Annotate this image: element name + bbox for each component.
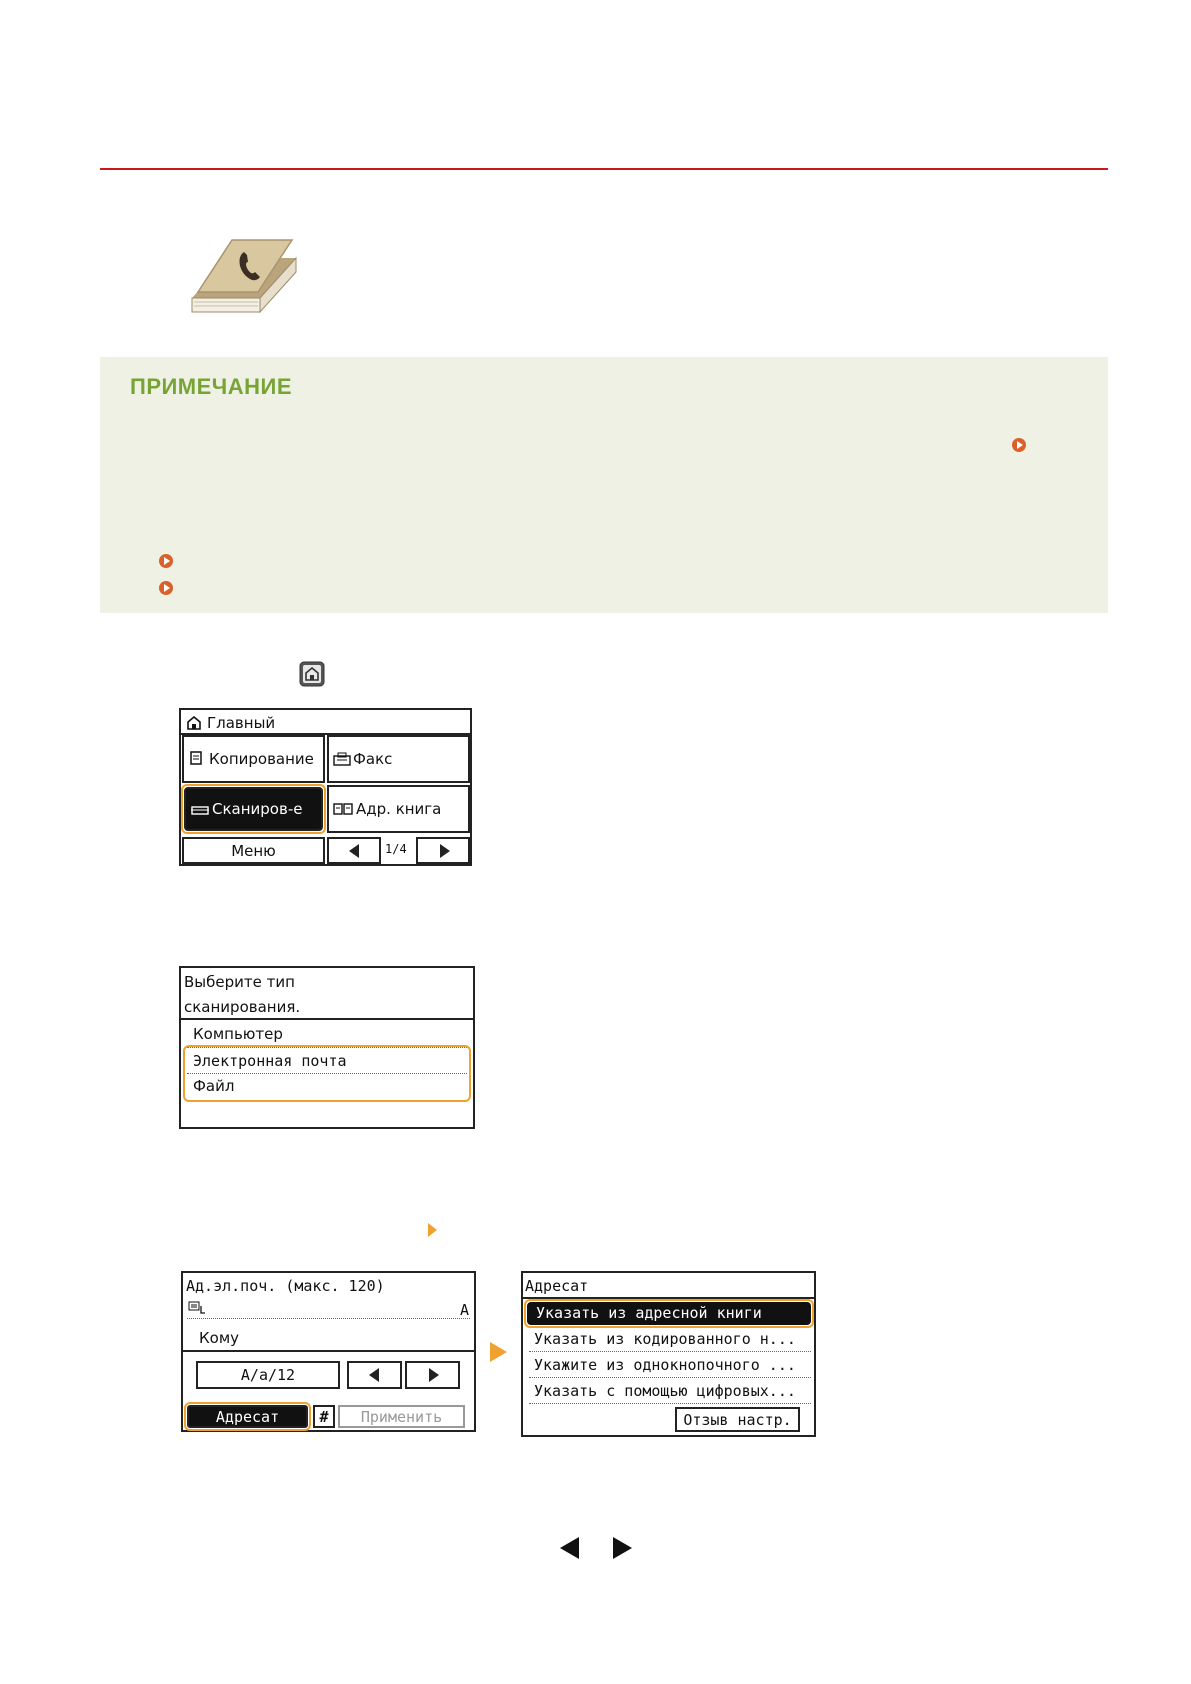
option-email[interactable]: Электронная почта [193,1052,347,1070]
option-numeric-keys[interactable]: Указать с помощью цифровых... [534,1382,796,1400]
header-rule [100,168,1108,170]
copy-button[interactable] [182,735,325,783]
recall-settings-button[interactable] [675,1407,800,1432]
address-book-button[interactable] [327,785,470,833]
scan-type-title-line1: Выберите тип [184,973,295,991]
address-book-small-icon [333,802,353,816]
recipient-label: Адресат [215,1407,280,1426]
hash-button[interactable] [313,1405,335,1428]
cursor-right-button[interactable] [405,1361,460,1389]
option-coded-dial[interactable]: Указать из кодированного н... [534,1330,796,1348]
page-indicator: 1/4 [385,842,407,856]
fax-button[interactable] [327,735,470,783]
home-header-label: Главный [207,714,276,732]
input-mode-char: A [460,1301,470,1319]
lcd-email-screen [181,1271,476,1432]
lcd-scan-type-screen [179,966,475,1129]
link-arrow-icon[interactable] [159,581,173,595]
home-header [187,712,275,734]
apply-button[interactable] [338,1405,465,1428]
input-mode-button[interactable] [196,1361,340,1389]
right-key-icon [613,1537,632,1559]
prev-page-button[interactable] [327,837,381,864]
cursor-left-button[interactable] [347,1361,402,1389]
scan-label: Сканиров-е [212,800,303,818]
left-arrow-icon [349,844,359,858]
transition-arrow-icon [490,1342,507,1362]
to-field-label: Кому [199,1329,240,1347]
link-arrow-icon[interactable] [1012,438,1026,452]
option-from-address-book-label: Указать из адресной книги [536,1304,762,1322]
recipient-highlight [184,1402,311,1431]
lcd-home-screen [179,708,472,866]
step-arrow-icon [428,1223,437,1237]
home-icon [187,716,201,730]
menu-button[interactable] [182,837,325,864]
left-key-icon [560,1537,579,1559]
address-book-label: Адр. книга [356,800,442,818]
recall-settings-label: Отзыв настр. [683,1410,792,1429]
apply-label: Применить [360,1407,443,1426]
home-key-icon [299,661,325,687]
menu-label: Меню [231,841,276,860]
lcd-recipient-screen [521,1271,816,1437]
scan-type-title-line2: сканирования. [184,998,301,1016]
note-title: ПРИМЕЧАНИЕ [130,374,293,399]
link-arrow-icon[interactable] [159,554,173,568]
copy-label: Копирование [209,750,314,768]
option-one-touch[interactable]: Укажите из однокнопочного ... [534,1356,796,1374]
recipient-header: Адресат [525,1277,589,1295]
keyboard-icon [188,1301,208,1315]
copy-icon [190,751,204,767]
scan-highlight [181,784,326,834]
hash-label: # [319,1407,329,1426]
fax-icon [333,752,351,766]
option-file[interactable]: Файл [193,1077,235,1095]
address-book-icon [188,236,300,322]
email-file-highlight [183,1045,471,1102]
left-arrow-icon [369,1368,379,1382]
input-mode-label: A/a/12 [240,1366,296,1384]
right-arrow-icon [440,844,450,858]
right-arrow-icon [429,1368,439,1382]
next-page-button[interactable] [416,837,470,864]
email-header: Ад.эл.поч. (макс. 120) [186,1277,385,1295]
fax-label: Факс [353,750,393,768]
address-book-option-highlight [524,1299,814,1328]
option-computer[interactable]: Компьютер [193,1025,283,1043]
